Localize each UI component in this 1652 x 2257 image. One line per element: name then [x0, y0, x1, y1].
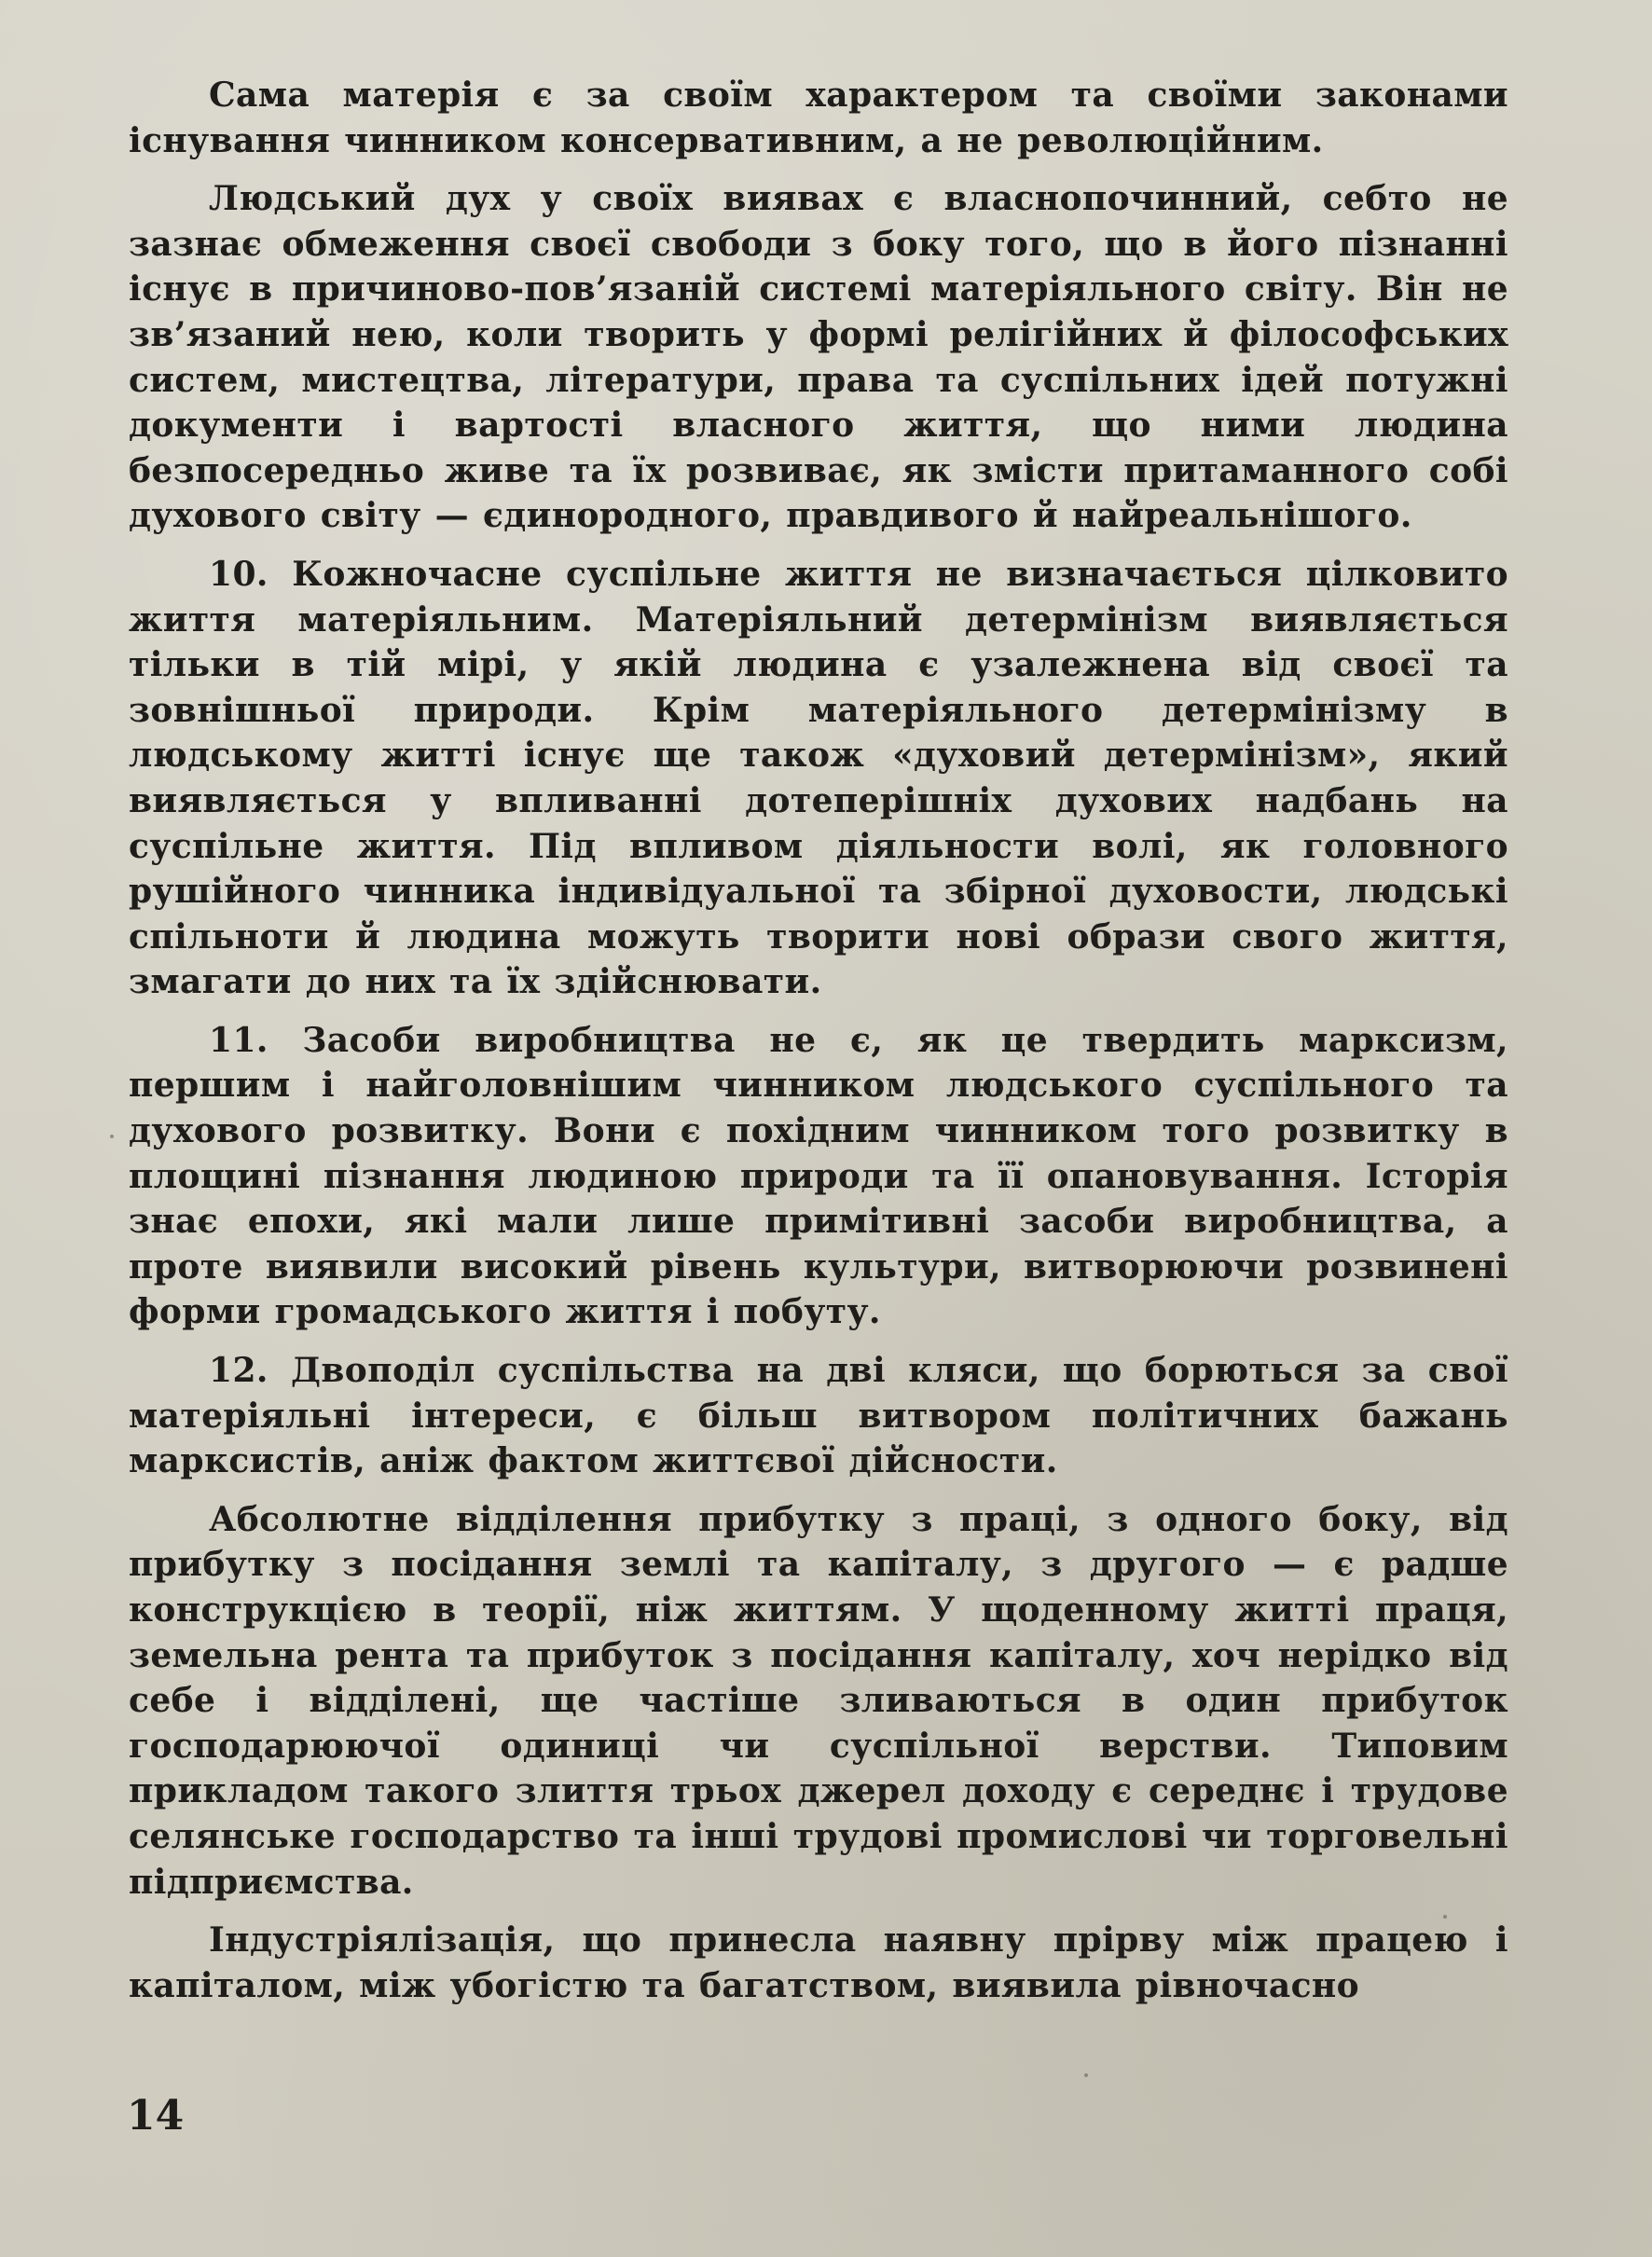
page-number: 14 [127, 2092, 185, 2140]
paragraph-point-12: 12. Двоподіл суспільства на дві кляси, що борються за свої матеріяльні інтереси, є більш витвором політичних бажань марксистів, аніж фактом життєвої дійсности. [129, 1351, 1508, 1481]
paper-speck [1443, 1915, 1447, 1919]
paragraph-income-separation: Абсолютне відділення прибутку з праці, з одного боку, від прибутку з посідання землі та капіталу, з другого — є радше конструкцією в теорії, ніж життям. У щоденному житті праця, земельна рента та прибуток з посідання капіталу, хоч нерідко від себе і відділені, ще частіше зливаються в один прибуток господарюючої одиниці чи суспільної верстви. Типовим прикладом такого злиття трьох джерел доходу є середнє і трудове селянське господарство та інші трудові промислові чи торговельні підприємства. [129, 1499, 1508, 1902]
paper-speck [110, 1135, 114, 1138]
page-text-body [129, 73, 1508, 2021]
paragraph-point-10: 10. Кожночасне суспільне життя не визначається цілковито життя матеріяльним. Матеріяльний детермінізм виявляється тільки в тій мірі, у якій людина є узалежнена від своєї та зовнішньої природи. Крім матеріяльного детермінізму в людському житті існує ще також «духовий детермінізм», який виявляється у впливанні дотеперішніх духових надбань на суспільне життя. Під впливом діяльности волі, як головного рушійного чинника індивідуальної та збірної духовости, людські спільноти й людина можуть творити нові образи свого життя, змагати до них та їх здійснювати. [129, 554, 1508, 1002]
paper-speck [1084, 2073, 1088, 2077]
paragraph-human-spirit: Людський дух у своїх виявах є власнопочинний, себто не зазнає обмеження своєї свободи з боку того, що в його пізнанні існує в причиново-пов’язаній системі матеріяльного світу. Він не зв’язаний нею, коли творить у формі релігійних й філософських систем, мистецтва, літератури, права та суспільних ідей потужні документи і вартості власного життя, що ними людина безпосередньо живе та їх розвиває, як змісти притаманного собі духового світу — єдинородного, правдивого й найреальнішого. [129, 179, 1508, 536]
paragraph-industrialization: Індустріялізація, що принесла наявну прірву між працею і капіталом, між убогістю та багатством, виявила рівночасно [129, 1920, 1508, 2005]
paragraph-matter-conservative: Сама матерія є за своїм характером та своїми законами існування чинником консервативним, а не революційним. [129, 76, 1508, 160]
paragraph-point-11: 11. Засоби виробництва не є, як це твердить марксизм, першим і найголовнішим чинником людського суспільного та духового розвитку. Вони є похідним чинником того розвитку в площині пізнання людиною природи та її опановування. Історія знає епохи, які мали лише примітивні засоби виробництва, а проте виявили високий рівень культури, витворюючи розвинені форми громадського життя і побуту. [129, 1020, 1508, 1332]
